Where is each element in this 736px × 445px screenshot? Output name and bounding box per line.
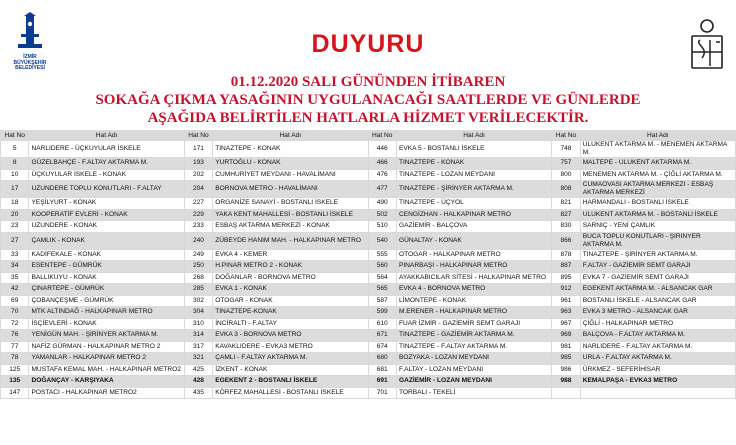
line-number-cell: 10 bbox=[1, 169, 29, 181]
line-number-cell: 502 bbox=[368, 209, 396, 221]
line-name-cell: FUAR İZMİR - GAZİEMİR SEMT GARAJI bbox=[396, 318, 551, 330]
column-header: Hat No bbox=[184, 131, 212, 141]
table-row bbox=[1, 387, 736, 399]
line-name-cell: TINAZTEPE-KONAK bbox=[213, 307, 368, 319]
line-name-cell: M.ERENER - HALKAPINAR METRO bbox=[396, 307, 551, 319]
line-name-cell: YAKA KENT MAHALLESİ - BOSTANLI İSKELE bbox=[213, 209, 368, 221]
logo-text-line: İZMİR bbox=[23, 54, 37, 60]
table-row bbox=[1, 353, 736, 365]
table-row bbox=[1, 307, 736, 319]
line-name-cell: TINAZTEPE - F.ALTAY AKTARMA M. bbox=[396, 341, 551, 353]
line-number-cell: 969 bbox=[552, 330, 580, 342]
line-name-cell: BOZYAKA - LOZAN MEYDANI bbox=[396, 353, 551, 365]
line-number-cell: 233 bbox=[184, 221, 212, 233]
line-number-cell: 33 bbox=[1, 249, 29, 261]
table-row bbox=[1, 376, 736, 388]
line-name-cell: TINAZTEPE - KONAK bbox=[213, 141, 368, 158]
line-number-cell: 285 bbox=[184, 284, 212, 296]
line-name-cell: BALÇOVA - F.ALTAY AKTARMA M. bbox=[580, 330, 735, 342]
line-name-cell: İNCİRALTI - F.ALTAY bbox=[213, 318, 368, 330]
line-name-cell: EVKA 3 METRO - ALSANCAK GAR bbox=[580, 307, 735, 319]
line-name-cell: TINAZTEPE - ŞİRİNYER AKTARMA M. bbox=[580, 249, 735, 261]
line-name-cell: URLA - F.ALTAY AKTARMA M. bbox=[580, 353, 735, 365]
line-name-cell: ÇİĞLİ - HALKAPINAR METRO bbox=[580, 318, 735, 330]
line-number-cell: 674 bbox=[368, 341, 396, 353]
line-number-cell: 229 bbox=[184, 209, 212, 221]
line-number-cell: 808 bbox=[552, 181, 580, 198]
line-number-cell: 564 bbox=[368, 272, 396, 284]
logo-text-line: BÜYÜKŞEHİR bbox=[13, 59, 47, 66]
line-name-cell: ULUKENT AKTARMA M. - BOSTANLI İSKELE bbox=[580, 209, 735, 221]
line-name-cell: EGEKENT AKTARMA M. - ALSANCAK GAR bbox=[580, 284, 735, 296]
table-row bbox=[1, 221, 736, 233]
line-number-cell: 988 bbox=[552, 376, 580, 388]
line-number-cell: 27 bbox=[1, 232, 29, 249]
line-name-cell: ORGANİZE SANAYİ - BOSTANLI İSKELE bbox=[213, 198, 368, 210]
line-number-cell: 17 bbox=[1, 181, 29, 198]
line-number-cell: 240 bbox=[184, 232, 212, 249]
line-name-cell: BUCA TOPLU KONUTLARI - ŞİRİNYER AKTARMA M. bbox=[580, 232, 735, 249]
line-name-cell: UZUNDERE TOPLU KONUTLARI - F.ALTAY bbox=[29, 181, 184, 198]
line-name-cell: PINARBAŞI - HALKAPINAR METRO bbox=[396, 261, 551, 273]
line-number-cell: 866 bbox=[552, 232, 580, 249]
line-name-cell: EVKA 3 - BORNOVA METRO bbox=[213, 330, 368, 342]
line-name-cell: F.ALTAY - LOZAN MEYDANI bbox=[396, 364, 551, 376]
line-name-cell: MENEMEN AKTARMA M. - ÇİĞLİ AKTARMA M. bbox=[580, 169, 735, 181]
line-number-cell: 757 bbox=[552, 158, 580, 170]
table-row bbox=[1, 198, 736, 210]
line-name-cell: NARLIDERE - F.ALTAY AKTARMA M. bbox=[580, 341, 735, 353]
table-row bbox=[1, 158, 736, 170]
line-number-cell: 69 bbox=[1, 295, 29, 307]
table-row bbox=[1, 141, 736, 158]
line-number-cell: 540 bbox=[368, 232, 396, 249]
line-name-cell: HARMANDALI - BOSTANLI İSKELE bbox=[580, 198, 735, 210]
line-name-cell: ÇINARTEPE - GÜMRÜK bbox=[29, 284, 184, 296]
line-name-cell: MTK ALTINDAĞ - HALKAPINAR METRO bbox=[29, 307, 184, 319]
line-name-cell: EVKA 5 - BOSTANLI İSKELE bbox=[396, 141, 551, 158]
line-number-cell: 681 bbox=[368, 364, 396, 376]
table-row bbox=[1, 318, 736, 330]
line-number-cell: 72 bbox=[1, 318, 29, 330]
line-number-cell: 78 bbox=[1, 353, 29, 365]
line-number-cell: 435 bbox=[184, 387, 212, 399]
line-number-cell: 317 bbox=[184, 341, 212, 353]
line-name-cell: ÇAMLIK - KONAK bbox=[29, 232, 184, 249]
line-name-cell: BOSTANLI İSKELE - ALSANCAK GAR bbox=[580, 295, 735, 307]
line-name-cell: ZÜBEYDE HANIM MAH. - HALKAPINAR METRO bbox=[213, 232, 368, 249]
line-name-cell: CENGİZHAN - HALKAPINAR METRO bbox=[396, 209, 551, 221]
line-name-cell: LİMONTEPE - KONAK bbox=[396, 295, 551, 307]
line-number-cell: 510 bbox=[368, 221, 396, 233]
line-name-cell: YENİGÜN MAH. - ŞİRİNYER AKTARMA M. bbox=[29, 330, 184, 342]
line-name-cell: EVKA 4 - BORNOVA METRO bbox=[396, 284, 551, 296]
line-number-cell: 42 bbox=[1, 284, 29, 296]
line-name-cell: KEMALPAŞA - EVKA3 METRO bbox=[580, 376, 735, 388]
line-number-cell: 70 bbox=[1, 307, 29, 319]
line-name-cell: GAZİEMİR - BALÇOVA bbox=[396, 221, 551, 233]
line-number-cell: 202 bbox=[184, 169, 212, 181]
line-number-cell: 610 bbox=[368, 318, 396, 330]
table-body bbox=[1, 141, 736, 399]
line-number-cell: 310 bbox=[184, 318, 212, 330]
column-header: Hat Adı bbox=[580, 131, 735, 141]
line-name-cell: EVKA 7 - GAZİEMİR SEMT GARAJI bbox=[580, 272, 735, 284]
table-row bbox=[1, 181, 736, 198]
table-row bbox=[1, 272, 736, 284]
line-number-cell bbox=[552, 387, 580, 399]
line-number-cell: 425 bbox=[184, 364, 212, 376]
line-name-cell bbox=[580, 387, 735, 399]
table-row bbox=[1, 249, 736, 261]
line-name-cell: H.PINAR METRO 2 - KONAK bbox=[213, 261, 368, 273]
column-header: Hat Adı bbox=[213, 131, 368, 141]
line-name-cell: UZUNDERE - KONAK bbox=[29, 221, 184, 233]
column-header: Hat No bbox=[552, 131, 580, 141]
subtitle-line: AŞAĞIDA BELİRTİLEN HATLARLA HİZMET VERİLECEKTİR. bbox=[147, 110, 589, 126]
line-number-cell: 321 bbox=[184, 353, 212, 365]
line-number-cell: 680 bbox=[368, 353, 396, 365]
line-name-cell: GAZİEMİR - LOZAN MEYDANI bbox=[396, 376, 551, 388]
line-number-cell: 446 bbox=[368, 141, 396, 158]
line-number-cell: 748 bbox=[552, 141, 580, 158]
line-name-cell: KOOPERATİF EVLERİ - KONAK bbox=[29, 209, 184, 221]
line-number-cell: 227 bbox=[184, 198, 212, 210]
subtitle-line: 01.12.2020 SALI GÜNÜNDEN İTİBAREN bbox=[230, 74, 506, 90]
line-name-cell: DOĞANÇAY - KARŞIYAKA bbox=[29, 376, 184, 388]
line-name-cell: TINAZTEPE - KONAK bbox=[396, 158, 551, 170]
line-name-cell: YAMANLAR - HALKAPINAR METRO 2 bbox=[29, 353, 184, 365]
subtitle-line: SOKAĞA ÇIKMA YASAĞININ UYGULANACAĞI SAATLERDE VE GÜNLERDE bbox=[95, 92, 641, 108]
line-name-cell: KADİFEKALE - KONAK bbox=[29, 249, 184, 261]
line-number-cell: 878 bbox=[552, 249, 580, 261]
line-name-cell: KÖRFEZ MAHALLESİ - BOSTANLI İSKELE bbox=[213, 387, 368, 399]
line-name-cell: ÇAMLI - F.ALTAY AKTARMA M. bbox=[213, 353, 368, 365]
line-number-cell: 76 bbox=[1, 330, 29, 342]
line-number-cell: 555 bbox=[368, 249, 396, 261]
line-number-cell: 490 bbox=[368, 198, 396, 210]
line-number-cell: 981 bbox=[552, 341, 580, 353]
table-row bbox=[1, 364, 736, 376]
table-header-row bbox=[1, 131, 736, 141]
line-number-cell: 249 bbox=[184, 249, 212, 261]
line-name-cell: F.ALTAY - GAZİEMİR SEMT GARAJI bbox=[580, 261, 735, 273]
line-number-cell: 599 bbox=[368, 307, 396, 319]
line-number-cell: 8 bbox=[1, 158, 29, 170]
line-number-cell: 428 bbox=[184, 376, 212, 388]
line-number-cell: 204 bbox=[184, 181, 212, 198]
table-row bbox=[1, 209, 736, 221]
line-name-cell: GÜNALTAY - KONAK bbox=[396, 232, 551, 249]
line-name-cell: OTOGAR - HALKAPINAR METRO bbox=[396, 249, 551, 261]
line-name-cell: POSTACI - HALKAPINAR METRO2 bbox=[29, 387, 184, 399]
line-name-cell: NARLIDERE - ÜÇKUYULAR İSKELE bbox=[29, 141, 184, 158]
line-number-cell: 23 bbox=[1, 221, 29, 233]
line-number-cell: 963 bbox=[552, 307, 580, 319]
line-number-cell: 967 bbox=[552, 318, 580, 330]
bus-lines-table bbox=[0, 130, 736, 399]
line-name-cell: GÜZELBAHÇE - F.ALTAY AKTARMA M. bbox=[29, 158, 184, 170]
line-name-cell: ESENTEPE - GÜMRÜK bbox=[29, 261, 184, 273]
line-name-cell: BALLIKUYU - KONAK bbox=[29, 272, 184, 284]
column-header: Hat Adı bbox=[396, 131, 551, 141]
line-name-cell: OTOGAR - KONAK bbox=[213, 295, 368, 307]
line-number-cell: 20 bbox=[1, 209, 29, 221]
line-number-cell: 5 bbox=[1, 141, 29, 158]
line-name-cell: ÇOBANÇEŞME - GÜMRÜK bbox=[29, 295, 184, 307]
line-number-cell: 671 bbox=[368, 330, 396, 342]
line-name-cell: CUMHURİYET MEYDANI - HAVALİMANI bbox=[213, 169, 368, 181]
table-row bbox=[1, 169, 736, 181]
line-name-cell: ESBAŞ AKTARMA MERKEZİ - KONAK bbox=[213, 221, 368, 233]
line-name-cell: TINAZTEPE - ŞİRİNYER AKTARMA M. bbox=[396, 181, 551, 198]
line-number-cell: 701 bbox=[368, 387, 396, 399]
line-name-cell: CUMAOVASI AKTARMA MERKEZİ - ESBAŞ AKTARMA MERKEZİ bbox=[580, 181, 735, 198]
line-name-cell: BORNOVA METRO - HAVALİMANI bbox=[213, 181, 368, 198]
line-number-cell: 827 bbox=[552, 209, 580, 221]
line-number-cell: 912 bbox=[552, 284, 580, 296]
line-number-cell: 477 bbox=[368, 181, 396, 198]
line-number-cell: 961 bbox=[552, 295, 580, 307]
table-row bbox=[1, 295, 736, 307]
line-name-cell: ÜÇKUYULAR İSKELE - KONAK bbox=[29, 169, 184, 181]
line-number-cell: 135 bbox=[1, 376, 29, 388]
column-header: Hat Adı bbox=[29, 131, 184, 141]
table-row bbox=[1, 341, 736, 353]
line-number-cell: 466 bbox=[368, 158, 396, 170]
page-title: DUYURU bbox=[311, 30, 425, 58]
line-number-cell: 986 bbox=[552, 364, 580, 376]
line-name-cell: KAVAKLIDERE - EVKA3 METRO bbox=[213, 341, 368, 353]
line-name-cell: TORBALI - TEKELİ bbox=[396, 387, 551, 399]
line-name-cell: TINAZTEPE - ÜÇYOL bbox=[396, 198, 551, 210]
line-name-cell: YURTOĞLU - KONAK bbox=[213, 158, 368, 170]
line-name-cell: TINAZTEPE - GAZİEMİR AKTARMA M. bbox=[396, 330, 551, 342]
line-number-cell: 302 bbox=[184, 295, 212, 307]
column-header: Hat No bbox=[368, 131, 396, 141]
line-number-cell: 821 bbox=[552, 198, 580, 210]
line-number-cell: 147 bbox=[1, 387, 29, 399]
line-name-cell: NAFİZ GÜRMAN - HALKAPINAR METRO 2 bbox=[29, 341, 184, 353]
line-name-cell: EGEKENT 2 - BOSTANLI İSKELE bbox=[213, 376, 368, 388]
line-number-cell: 35 bbox=[1, 272, 29, 284]
line-number-cell: 34 bbox=[1, 261, 29, 273]
line-number-cell: 587 bbox=[368, 295, 396, 307]
line-name-cell: DOĞANLAR - BORNOVA METRO bbox=[213, 272, 368, 284]
line-name-cell: ÜRKMEZ - SEFERİHİSAR bbox=[580, 364, 735, 376]
table-row bbox=[1, 284, 736, 296]
line-number-cell: 895 bbox=[552, 272, 580, 284]
table-row bbox=[1, 330, 736, 342]
table-row bbox=[1, 232, 736, 249]
line-name-cell: YEŞİLYURT - KONAK bbox=[29, 198, 184, 210]
line-name-cell: İZKENT - KONAK bbox=[213, 364, 368, 376]
table-row bbox=[1, 261, 736, 273]
line-number-cell: 985 bbox=[552, 353, 580, 365]
line-number-cell: 193 bbox=[184, 158, 212, 170]
line-name-cell: SARNIÇ - YENİ ÇAMLIK bbox=[580, 221, 735, 233]
line-number-cell: 565 bbox=[368, 284, 396, 296]
line-number-cell: 268 bbox=[184, 272, 212, 284]
line-name-cell: MALTEPE - ULUKENT AKTARMA M. bbox=[580, 158, 735, 170]
line-name-cell: EVKA 4 - KEMER bbox=[213, 249, 368, 261]
line-number-cell: 18 bbox=[1, 198, 29, 210]
line-number-cell: 560 bbox=[368, 261, 396, 273]
line-name-cell: MUSTAFA KEMAL MAH. - HALKAPINAR METRO2 bbox=[29, 364, 184, 376]
line-number-cell: 476 bbox=[368, 169, 396, 181]
line-number-cell: 171 bbox=[184, 141, 212, 158]
line-name-cell: TINAZTEPE - LOZAN MEYDANI bbox=[396, 169, 551, 181]
column-header: Hat No bbox=[1, 131, 29, 141]
line-number-cell: 304 bbox=[184, 307, 212, 319]
logo-text-line: BELEDİYESİ bbox=[15, 65, 45, 71]
line-number-cell: 314 bbox=[184, 330, 212, 342]
line-number-cell: 800 bbox=[552, 169, 580, 181]
line-number-cell: 830 bbox=[552, 221, 580, 233]
line-name-cell: ULUKENT AKTARMA M. - MENEMEN AKTARMA M. bbox=[580, 141, 735, 158]
line-number-cell: 125 bbox=[1, 364, 29, 376]
line-number-cell: 77 bbox=[1, 341, 29, 353]
line-number-cell: 887 bbox=[552, 261, 580, 273]
line-name-cell: AYAKKABICILAR SİTESİ - HALKAPINAR METRO bbox=[396, 272, 551, 284]
line-name-cell: EVKA 1 - KONAK bbox=[213, 284, 368, 296]
line-name-cell: İSÇİEVLERİ - KONAK bbox=[29, 318, 184, 330]
line-number-cell: 250 bbox=[184, 261, 212, 273]
line-number-cell: 691 bbox=[368, 376, 396, 388]
